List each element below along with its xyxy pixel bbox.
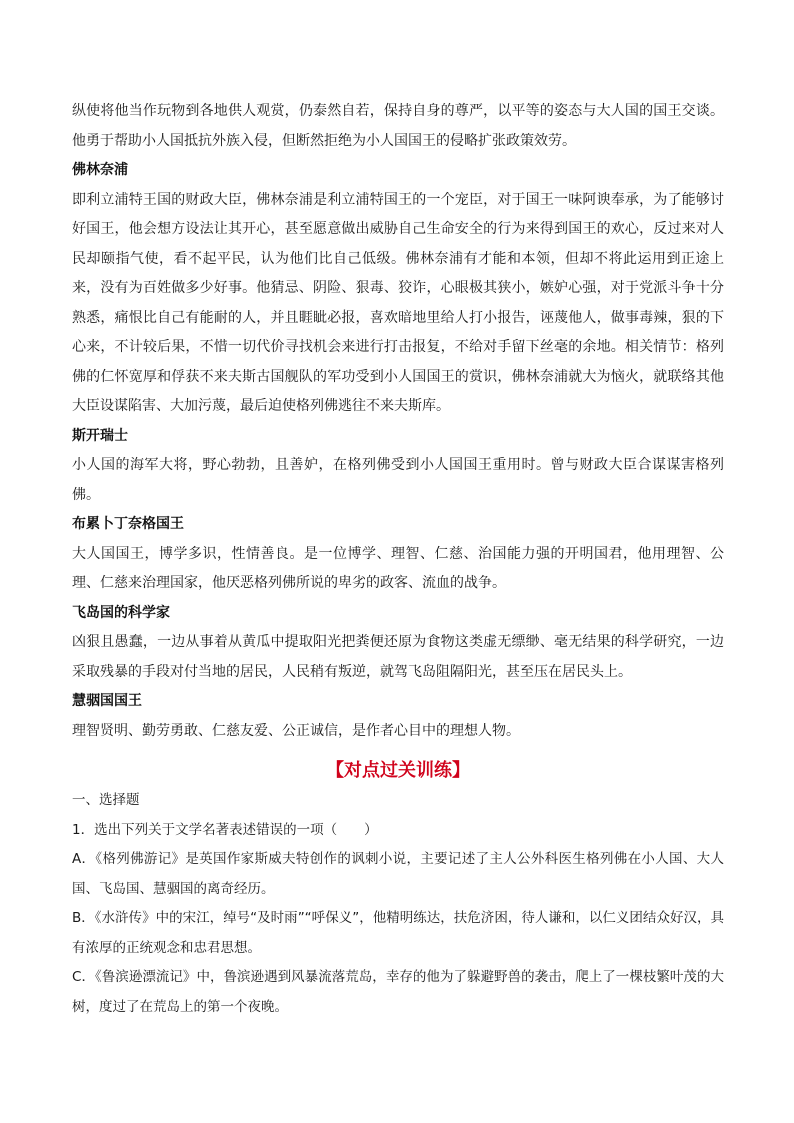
document-page bbox=[72, 97, 724, 1022]
option-c: C．《鲁滨逊漂流记》中，鲁滨逊遇到风暴流落荒岛，幸存的他为了躲避野兽的袭击，爬上了一棵枝繁叶茂的大树，度过了在荒岛上的第一个夜晚。 bbox=[72, 969, 724, 1015]
question-stem: 1．选出下列关于文学名著表述错误的一项（ ） bbox=[72, 821, 378, 838]
paragraph-gulliver-dignity: 纵使将他当作玩物到各地供人观赏，仍泰然自若，保持自身的尊严，以平等的姿态与大人国的国王交谈。他勇于帮助小人国抵抗外族入侵，但断然拒绝为小人国国王的侵略扩张政策效劳。 bbox=[72, 103, 724, 149]
option-a: A．《格列佛游记》是英国作家斯威夫特创作的讽刺小说，主要记述了主人公外科医生格列佛在小人国、大人国、飞岛国、慧骃国的离奇经历。 bbox=[72, 851, 724, 897]
heading-flimnap: 佛林奈浦 bbox=[72, 162, 128, 178]
exercise-part-heading: 一、选择题 bbox=[72, 792, 140, 808]
paragraph-skyresh: 小人国的海军大将，野心勃勃，且善妒，在格列佛受到小人国国王重用时。曾与财政大臣合谋谋害格列佛。 bbox=[72, 457, 724, 503]
heading-brobdingnag-king: 布累卜丁奈格国王 bbox=[72, 516, 184, 532]
heading-houyhnhnm-king: 慧骃国国王 bbox=[72, 693, 142, 709]
paragraph-flimnap: 即利立浦特王国的财政大臣，佛林奈浦是利立浦特国王的一个宠臣，对于国王一味阿谀奉承，为了能够讨好国王，他会想方设法让其开心，甚至愿意做出威胁自己生命安全的行为来得到国王的欢心，反过来对人民却颐指气使，看不起平民，认为他们比自己低级。佛林奈浦有才能和本领，但却不将此运用到正途上来，没有为百姓做多少好事。他猜忌、阴险、狠毒、狡诈，心眼极其狭小，嫉妒心强，对于党派斗争十分熟悉，痛恨比自己有能耐的人，并且睚眦必报，喜欢暗地里给人打小报告，诬蔑他人，做事毒辣，狠的下心来，不计较后果，不惜一切代价寻找机会来进行打击报复，不给对手留下丝毫的余地。相关情节：格列佛的仁怀宽厚和俘获不来夫斯古国舰队的军功受到小人国国王的赏识，佛林奈浦就大为恼火，就联络其他大臣设谋陷害、大加污蔑，最后迫使格列佛逃往不来夫斯库。 bbox=[72, 191, 724, 414]
option-b: B．《水浒传》中的宋江，绰号“及时雨”“呼保义”，他精明练达，扶危济困，待人谦和，以仁义团结众好汉，具有浓厚的正统观念和忠君思想。 bbox=[72, 910, 724, 956]
heading-laputa-scientist: 飞岛国的科学家 bbox=[72, 604, 170, 621]
heading-skyresh: 斯开瑞士 bbox=[72, 427, 128, 444]
paragraph-brobdingnag-king: 大人国国王，博学多识，性情善良。是一位博学、理智、仁慈、治国能力强的开明国君，他用理智、公理、仁慈来治理国家，他厌恶格列佛所说的卑劣的政客、流血的战争。 bbox=[72, 545, 724, 591]
paragraph-laputa-scientist: 凶狠且愚蠢，一边从事着从黄瓜中提取阳光把粪便还原为食物这类虚无缥缈、毫无结果的科学研究，一边采取残暴的手段对付当地的居民，人民稍有叛逆，就驾飞岛阻隔阳光，甚至压在居民头上。 bbox=[72, 634, 724, 680]
paragraph-houyhnhnm-king: 理智贤明、勤劳勇敢、仁慈友爱、公正诚信，是作者心目中的理想人物。 bbox=[72, 722, 520, 739]
section-title: 【对点过关训练】 bbox=[326, 760, 470, 781]
